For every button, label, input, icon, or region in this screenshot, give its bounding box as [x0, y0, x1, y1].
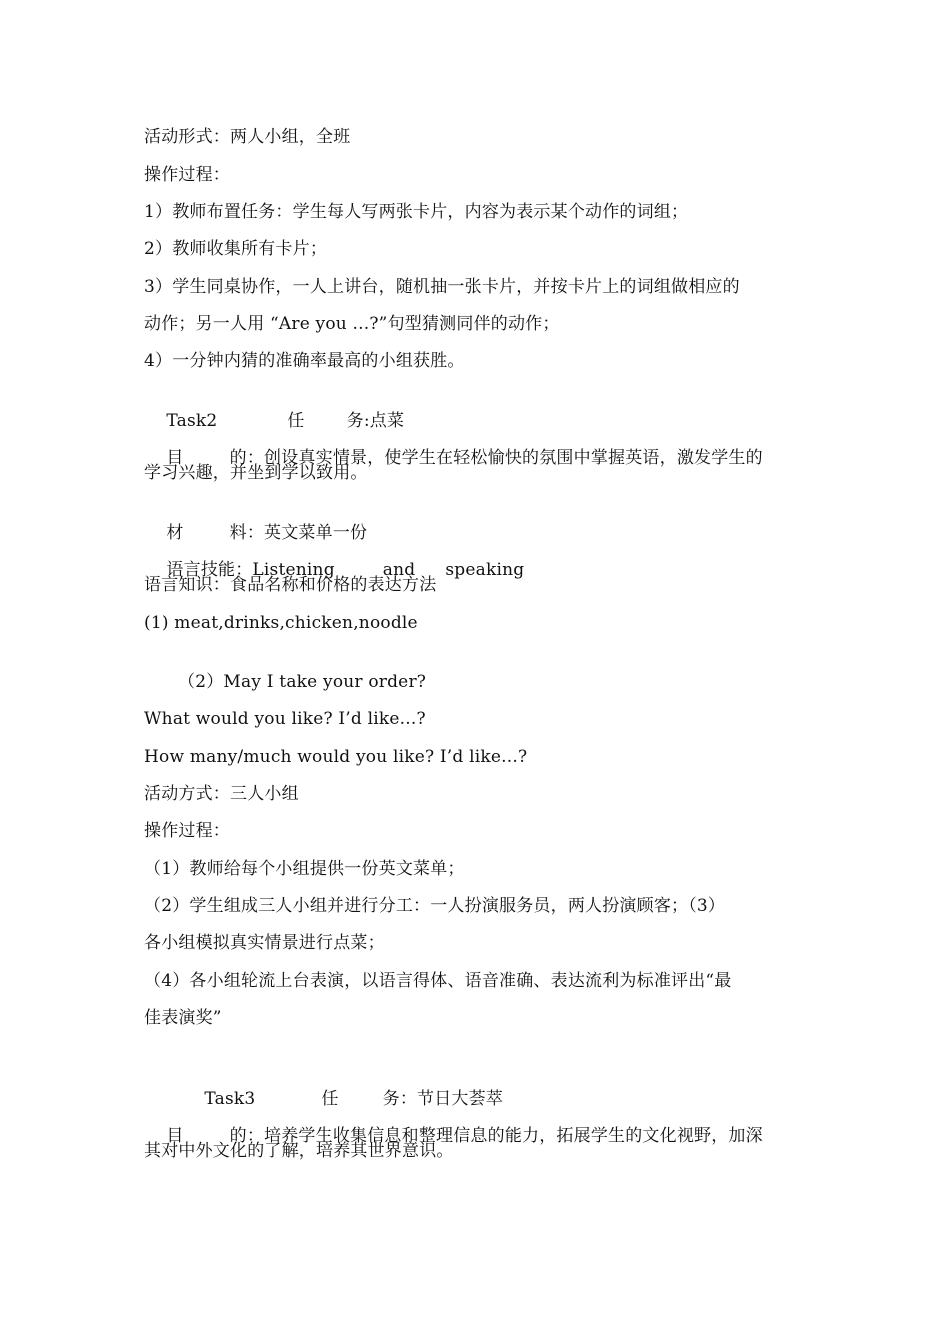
task2-step-3: 各小组模拟真实情景进行点菜；: [144, 933, 385, 953]
task2-item-3: What would you like? I’d like...?: [144, 709, 426, 729]
step-1: 1）教师布置任务：学生每人写两张卡片，内容为表示某个动作的词组；: [144, 202, 689, 222]
process-heading: 操作过程：: [144, 165, 230, 185]
task2-mode: 活动方式：三人小组: [144, 784, 299, 804]
task2-material: 材 料：英文菜单一份: [166, 523, 368, 543]
task2-step-2: （2）学生组成三人小组并进行分工：一人扮演服务员，两人扮演顾客；（3）: [144, 896, 726, 916]
task2-ren: 任: [287, 411, 305, 431]
task3-purpose-cont: 其对中外文化的了解，培养其世界意识。: [144, 1141, 454, 1161]
task3-wu: 务：节日大荟萃: [382, 1089, 504, 1109]
task2-wu: 务:点菜: [346, 411, 405, 431]
task2-item-2: （2）May I take your order?: [178, 672, 427, 692]
task2-step-1: （1）教师给每个小组提供一份英文菜单；: [144, 859, 465, 879]
task2-item-1: (1) meat,drinks,chicken,noodle: [144, 613, 418, 633]
task2-skills: 语言技能：Listening and speaking: [166, 560, 525, 580]
task3-label: Task3: [204, 1089, 256, 1109]
task2-item-4: How many/much would you like? I’d like...?: [144, 747, 528, 767]
step-2: 2）教师收集所有卡片；: [144, 239, 328, 259]
step-3: 3）学生同桌协作，一人上讲台，随机抽一张卡片，并按卡片上的词组做相应的: [144, 277, 740, 297]
task2-step-4: （4）各小组轮流上台表演，以语言得体、语音准确、表达流利为标准评出“最: [144, 971, 732, 991]
task2-knowledge: 语言知识：食品名称和价格的表达方法: [144, 575, 437, 595]
task2-label: Task2: [166, 411, 218, 431]
step-3-cont: 动作；另一人用 “Are you ...?”句型猜测同伴的动作；: [144, 314, 560, 334]
step-4: 4）一分钟内猜的准确率最高的小组获胜。: [144, 351, 465, 371]
task2-purpose-cont: 学习兴趣，并坐到学以致用。: [144, 463, 368, 483]
task3-ren: 任: [321, 1089, 339, 1109]
task2-step-4-cont: 佳表演奖”: [144, 1008, 222, 1028]
task3-purpose: 目 的：培养学生收集信息和整理信息的能力，拓展学生的文化视野，加深: [166, 1126, 763, 1146]
task2-process: 操作过程：: [144, 821, 230, 841]
activity-form: 活动形式：两人小组，全班: [144, 127, 351, 147]
task2-purpose: 目 的：创设真实情景，使学生在轻松愉快的氛围中掌握英语，激发学生的: [166, 448, 763, 468]
